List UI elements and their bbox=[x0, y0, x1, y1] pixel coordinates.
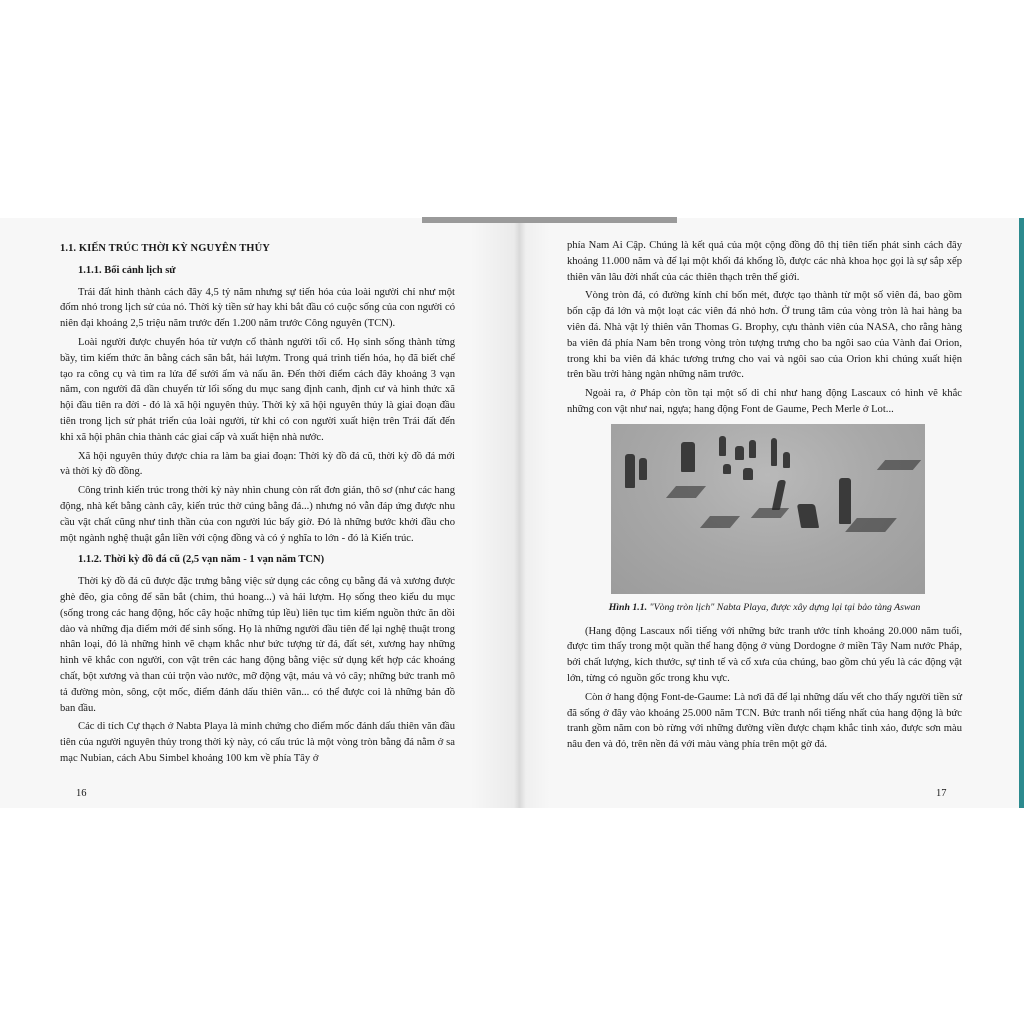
paragraph: Thời kỳ đồ đá cũ được đặc trưng bằng việc sử dụng các công cụ bằng đá và xương được ghè đẽo, gia công để săn bắt (chim, thú hoang...) và hái lượm. Họ sống theo kiểu du mục (sống trong các hang động, hốc cây hoặc những túp lều) liên tục tìm kiếm nguồn thức ăn dồi dào và những địa điểm mới để sinh sống. Họ là những người đầu tiên để lại nghệ thuật trong nhân loại, đó là những hình vẽ chạm khắc như bức tượng từ đá, đất sét, xương hay những hình vẽ khắc con người, con vật trên các hang động bằng việc sử dụng kết hợp các khoáng chất, bột xương và than củi trộn vào nước, mỡ động vật, máu và vỏ cây; những bức tranh mô tả đường mòn, sông, cột mốc, điểm đánh dấu thiên văn... có thể được coi là những bản đồ ban đầu. bbox=[60, 576, 455, 714]
paragraph: Ngoài ra, ở Pháp còn tồn tại một số di chỉ như hang động Lascaux có hình vẽ khắc những con vật như nai, ngựa; hang động Font de Gaume, Pech Merle ở Lot... bbox=[567, 388, 962, 415]
paragraph: Xã hội nguyên thủy được chia ra làm ba giai đoạn: Thời kỳ đồ đá cũ, thời kỳ đồ đá mới và thời kỳ đồ đồng. bbox=[60, 450, 455, 478]
subsection-title: 1.1.1. Bối cảnh lịch sử bbox=[78, 264, 176, 276]
stone-circle-photo bbox=[611, 424, 925, 594]
left-page bbox=[60, 238, 455, 770]
paragraph: Trái đất hình thành cách đây 4,5 tỷ năm nhưng sự tiến hóa của loài người chỉ như một đốm nhỏ trong lịch sử của nó. Thời kỳ tiền sử hay khi bắt đầu có cuộc sống của con người có niên đại khoảng 2,5 triệu năm trước đến 1.200 năm trước Công nguyên (TCN). bbox=[60, 286, 455, 330]
paragraph: phía Nam Ai Cập. Chúng là kết quả của một cộng đồng đô thị tiên tiến phát sinh cách đây khoảng 11.000 năm và để lại một khối đá khổng lồ, được các nhà khoa học gọi là sự sắp xếp thiên văn lâu đời nhất của các thiên thạch trên thế giới. bbox=[567, 240, 962, 283]
paragraph: Vòng tròn đá, có đường kính chỉ bốn mét, được tạo thành từ một số viên đá, bao gồm bốn cặp đá lớn và một loạt các viên đá nhỏ hơn. Ở trung tâm của vòng tròn là hai hàng ba viên đá. Nhà vật lý thiên văn Thomas G. Brophy, cựu thành viên của NASA, cho rằng hàng ba viên đá phía Nam bên trong vòng tròn tượng trưng cho ba ngôi sao của Vành đai Orion, trong khi ba viên đá khác tương trưng cho vai và ngôi sao của Orion khi chúng xuất hiện trên bầu trời hàng ngàn những năm trước. bbox=[567, 290, 962, 381]
page-number: 17 bbox=[936, 788, 947, 799]
paragraph: Loài người được chuyển hóa từ vượn cổ thành người tối cổ. Họ sinh sống thành từng bầy, tìm kiếm thức ăn bằng cách săn bắt, hái lượm. Trong quá trình tiến hóa, họ đã biết chế tạo ra công cụ và tìm ra lửa để sưởi ấm và nấu ăn. Đến thời điểm cách đây khoảng 3 vạn năm, con người đã dần chuyển từ lối sống du mục sang định canh, định cư và hình thức xã hội đầu tiên ra đời - đó là xã hội nguyên thủy. Thời kỳ xã hội nguyên thủy là giai đoạn đầu tiên trong lịch sử phát triển của loài người, từ khi có con người xuất hiện trên Trái đất đến khi xã hội phân chia thành các giai cấp và xuất hiện nhà nước. bbox=[60, 336, 455, 443]
right-page bbox=[567, 238, 962, 756]
section-title: 1.1. KIẾN TRÚC THỜI KỲ NGUYÊN THỦY bbox=[60, 243, 270, 254]
top-bar bbox=[422, 217, 677, 223]
paragraph: Công trình kiến trúc trong thời kỳ này nhìn chung còn rất đơn giản, thô sơ (như các hang động, nhà kết bằng cành cây, kiến trúc thờ cúng bằng đá...) nhưng nó vẫn đáp ứng được nhu cầu vật chất cũng như tinh thần của con người lúc bấy giờ. Đó là những bước khởi đầu cho một ngành nghệ thuật gắn liền với cộng đồng và có ý nghĩa to lớn - đó là Kiến trúc. bbox=[60, 485, 455, 544]
paragraph: Còn ở hang động Font-de-Gaume: Là nơi đã để lại những dấu vết cho thấy người tiền sử đã sống ở đây vào khoảng 25.000 năm TCN. Bức tranh nổi tiếng nhất của hang động là bức tranh gồm năm con bò rừng với những đường viền được chạm khắc tinh xảo, được sơn màu nâu đen và đỏ, trên nền đá với màu vàng phía trên một gờ đá. bbox=[567, 691, 962, 751]
caption-label: Hình 1.1. bbox=[608, 601, 648, 613]
figure-caption bbox=[567, 600, 962, 616]
page-number: 16 bbox=[76, 788, 87, 799]
book-cover-edge bbox=[1019, 218, 1024, 808]
paragraph: Các di tích Cự thạch ở Nabta Playa là minh chứng cho điểm mốc đánh dấu thiên văn đầu tiên của người nguyên thủy trong thời kỳ này, có cấu trúc là một vòng tròn bằng đá nằm ở sa mạc Nubian, cách Abu Simbel khoảng 100 km về phía Tây ở bbox=[60, 721, 455, 764]
caption-text: "Vòng tròn lịch" Nabta Playa, được xây dựng lại tại bảo tàng Aswan bbox=[649, 601, 921, 613]
paragraph: (Hang động Lascaux nổi tiếng với những bức tranh ước tính khoảng 20.000 năm tuổi, được tìm thấy trong một quần thể hang động ở vùng Dordogne ở miền Tây Nam nước Pháp, bởi chất lượng, kích thước, sự tinh tế và cổ xưa của chúng, bao gồm chủ yếu là các động vật lớn, từng có nguồn gốc trong khu vực. bbox=[567, 625, 962, 684]
subsection-title: 1.1.2. Thời kỳ đồ đá cũ (2,5 vạn năm - 1 vạn năm TCN) bbox=[78, 554, 325, 566]
